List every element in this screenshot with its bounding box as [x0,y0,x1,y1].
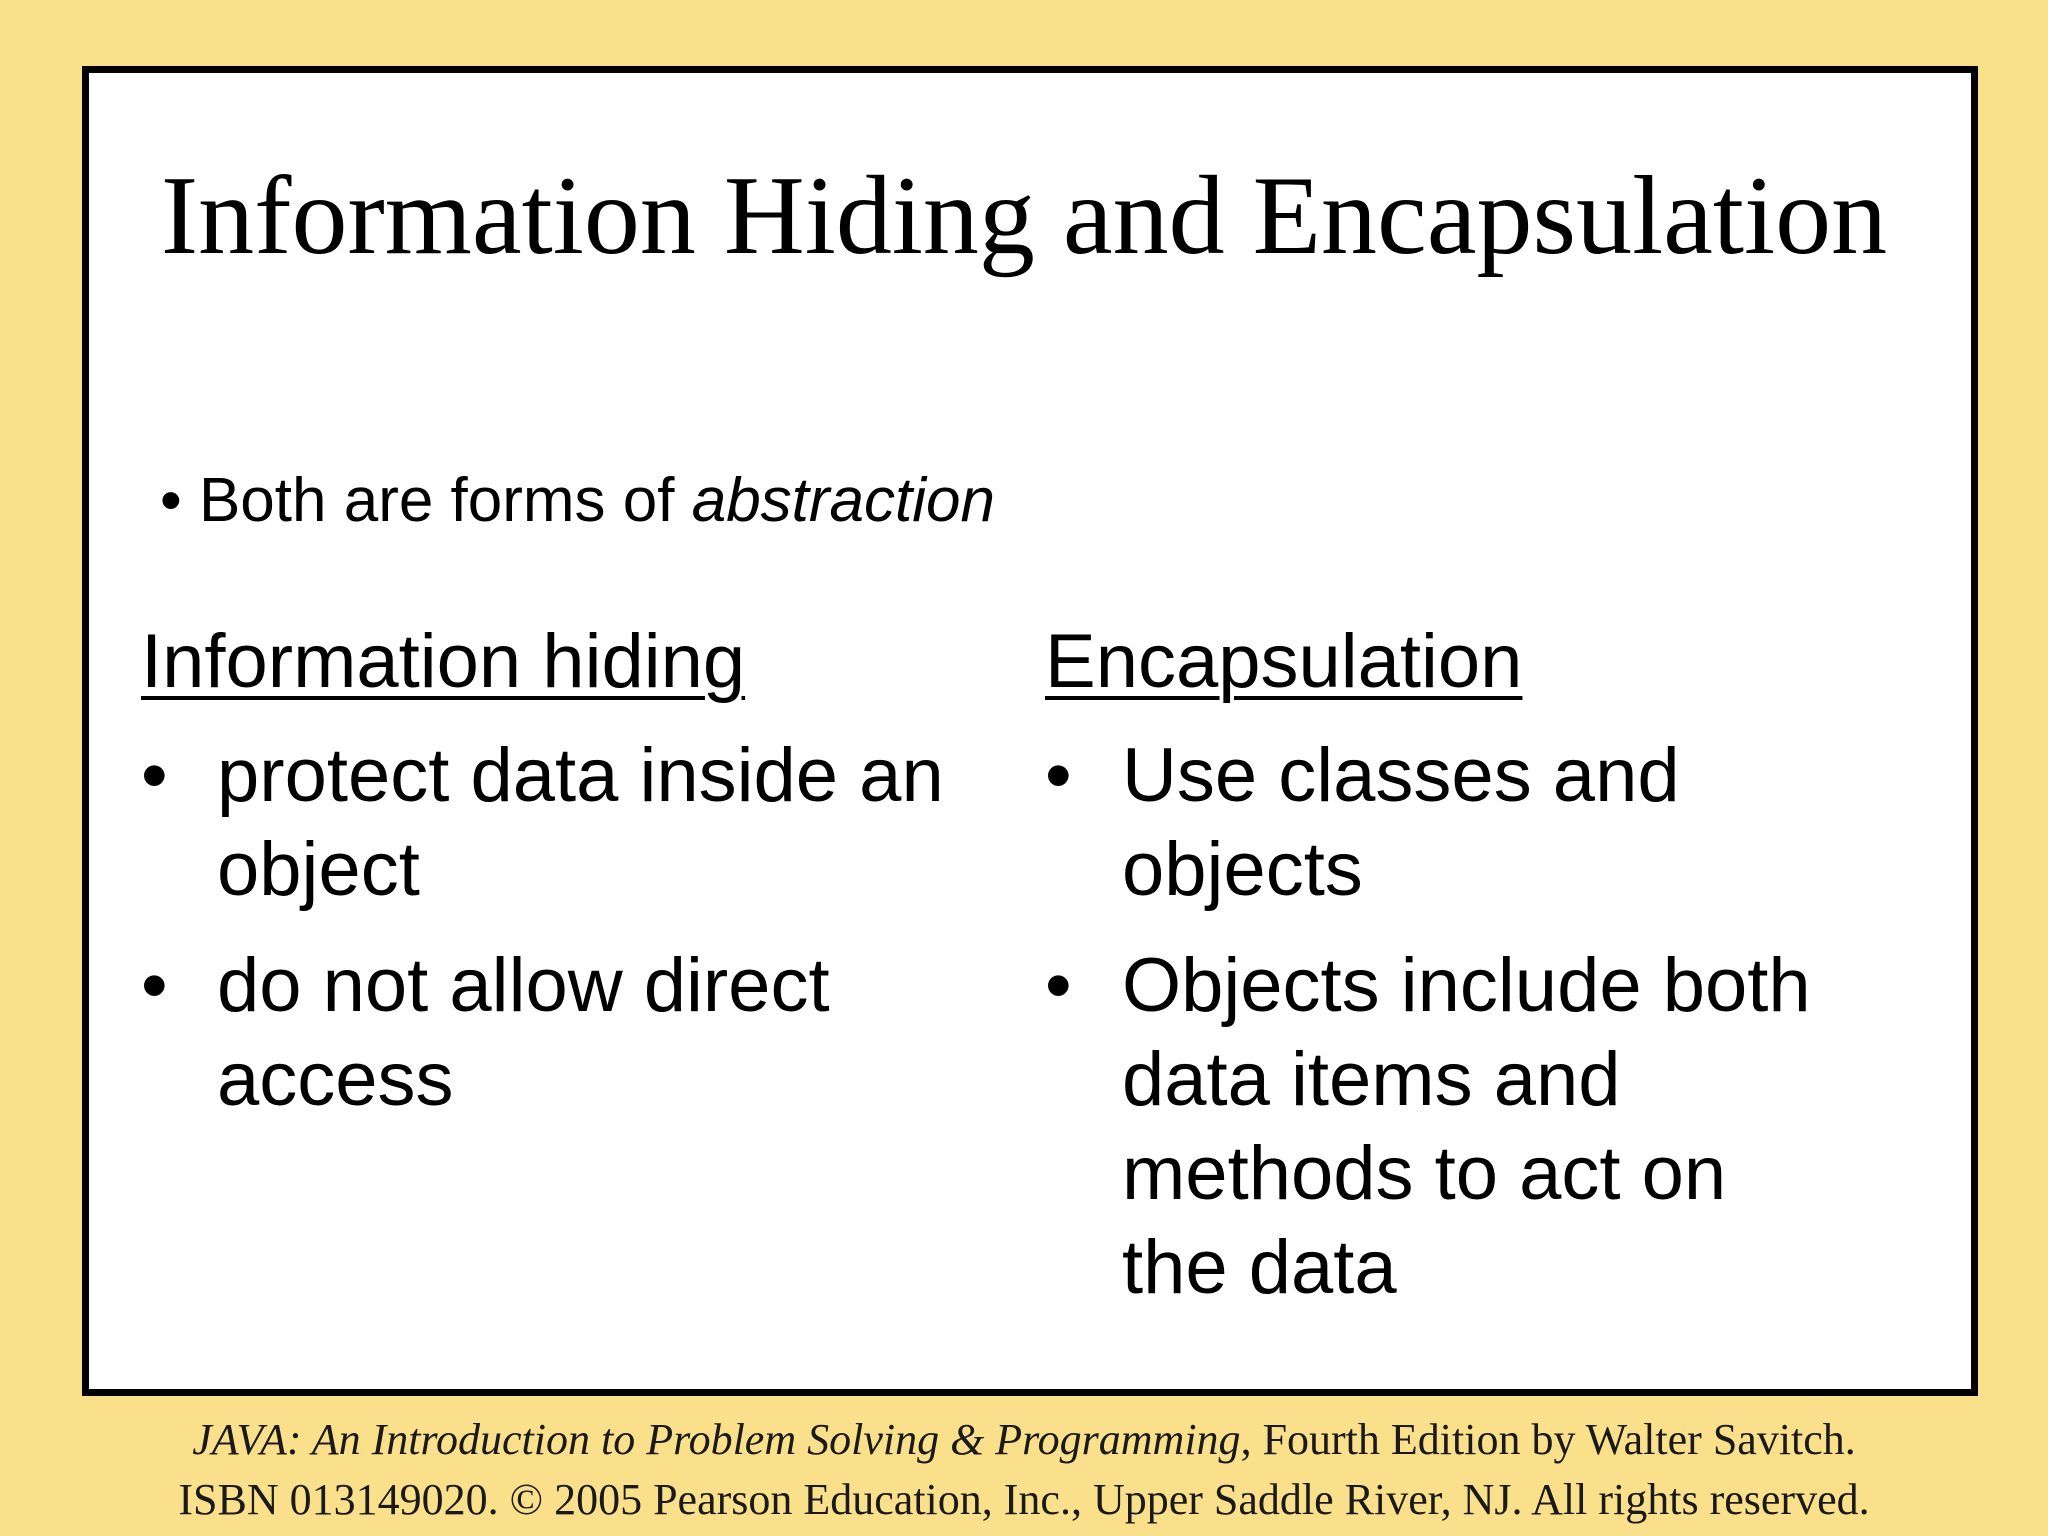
bullet-line: access [217,1037,454,1122]
bullet-marker: • [141,733,168,818]
bullet-line: protect data inside an [217,733,944,818]
footer-citation-line-1 [0,1415,2048,1464]
intro-text: Both are forms of [198,466,692,535]
bullet-line: do not allow direct [217,943,830,1028]
footer-edition-author: , Fourth Edition by Walter Savitch. [1240,1415,1856,1464]
bullet-line: Use classes and [1122,733,1680,818]
bullet-line: data items and [1122,1037,1621,1122]
intro-bullet-item [160,466,995,535]
footer-book-title: JAVA: An Introduction to Problem Solving & Programming [192,1415,1241,1464]
slide-title: Information Hiding and Encapsulation [160,154,1888,278]
intro-emphasis: abstraction [691,466,995,535]
column-heading-encapsulation: Encapsulation [1045,619,1523,704]
footer-citation-line-2: ISBN 013149020. © 2005 Pearson Education, Inc., Upper Saddle River, NJ. All rights reserved. [178,1475,1870,1524]
bullet-marker: • [1045,943,1072,1028]
bullet-line: the data [1122,1225,1397,1310]
bullet-line: object [217,827,420,912]
bullet-line: Objects include both [1122,943,1811,1028]
bullet-line: methods to act on [1122,1131,1727,1216]
intro-bullet: • [160,466,182,535]
bullet-marker: • [1045,733,1072,818]
bullet-line: objects [1122,827,1363,912]
bullet-marker: • [141,943,168,1028]
column-heading-information-hiding: Information hiding [141,619,746,704]
